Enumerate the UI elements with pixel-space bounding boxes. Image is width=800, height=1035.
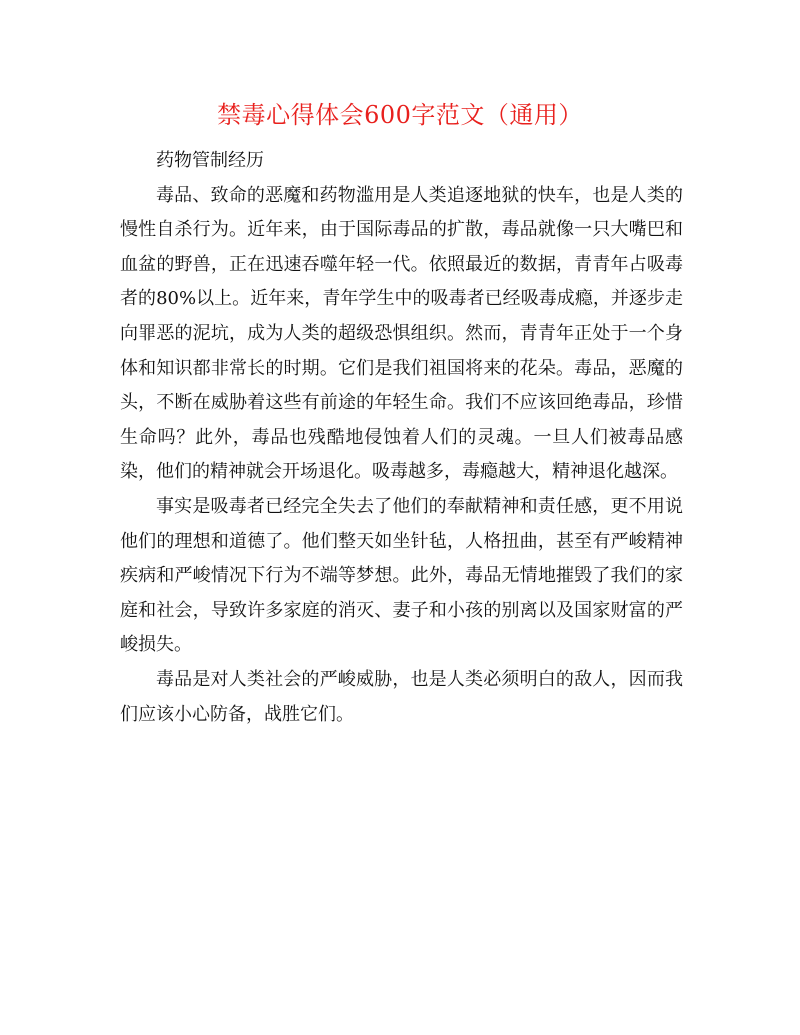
paragraph-1: 毒品、致命的恶魔和药物滥用是人类追逐地狱的快车，也是人类的慢性自杀行为。近年来，由于国际毒品的扩散，毒品就像一只大嘴巴和血盆的野兽，正在迅速吞噬年轻一代。依照最近的数据，青青年占吸毒者的80%以上。近年来，青年学生中的吸毒者已经吸毒成瘾，并逐步走向罪恶的泥坑，成为人类的超级恐惧组织。然而，青青年正处于一个身体和知识都非常长的时期。它们是我们祖国将来的花朵。毒品，恶魔的头，不断在威胁着这些有前途的年轻生命。我们不应该回绝毒品，珍惜生命吗？此外，毒品也残酷地侵蚀着人们的灵魂。一旦人们被毒品感染，他们的精神就会开场退化。吸毒越多，毒瘾越大，精神退化越深。 (120, 184, 683, 483)
document-title: 禁毒心得体会600字范文（通用） (217, 101, 583, 129)
document-body (120, 144, 683, 732)
section-heading: 药物管制经历 (156, 150, 264, 171)
paragraph-3: 毒品是对人类社会的严峻威胁，也是人类必须明白的敌人，因而我们应该小心防备，战胜它们。 (120, 668, 683, 725)
paragraph-2: 事实是吸毒者已经完全失去了他们的奉献精神和责任感，更不用说他们的理想和道德了。他们整天如坐针毡，人格扭曲，甚至有严峻精神疾病和严峻情况下行为不端等梦想。此外，毒品无情地摧毁了我们的家庭和社会，导致许多家庭的消灭、妻子和小孩的别离以及国家财富的严峻损失。 (120, 495, 683, 656)
